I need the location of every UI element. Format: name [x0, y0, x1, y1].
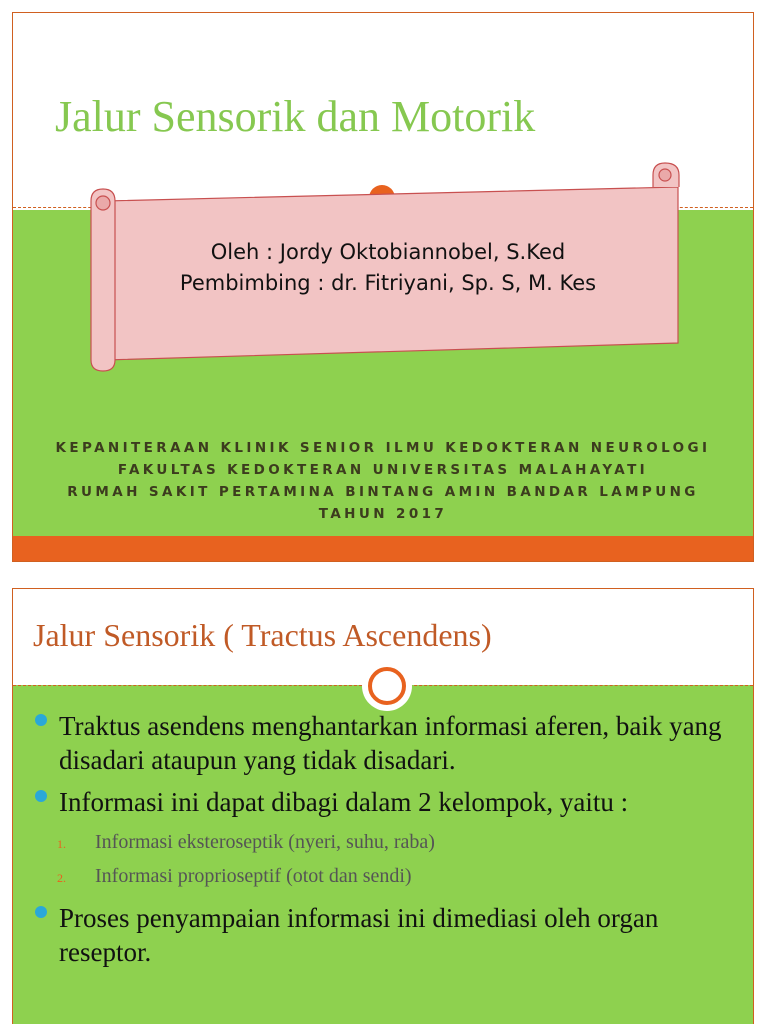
title-slide: [12, 12, 754, 562]
bullet-text: Traktus asendens menghantarkan informasi aferen, baik yang disadari ataupun yang tidak disadari.: [59, 711, 722, 775]
institution-line: KEPANITERAAN KLINIK SENIOR ILMU KEDOKTERAN NEUROLOGI: [55, 440, 711, 456]
bullet-dot-icon: [35, 906, 47, 918]
bullet-text: Informasi ini dapat dibagi dalam 2 kelompok, yaitu :: [59, 787, 629, 817]
institution-line: TAHUN 2017: [318, 506, 448, 522]
sub-bullet-item: [33, 861, 743, 891]
bullet-list: [33, 709, 743, 977]
bullet-item: [33, 709, 743, 777]
scroll-left-roll: [91, 189, 115, 371]
author-line: Oleh : Jordy Oktobiannobel, S.Ked: [210, 240, 566, 264]
scroll-left-curl: [96, 196, 110, 210]
sub-bullet-number: 2.: [57, 871, 66, 885]
sub-bullet-number: 1.: [57, 837, 66, 851]
ring-icon: [368, 667, 406, 705]
author-block: [123, 237, 653, 299]
bullet-item: [33, 785, 743, 819]
bullet-item: [33, 901, 743, 969]
institution-line: FAKULTAS KEDOKTERAN UNIVERSITAS MALAHAYATI: [117, 462, 649, 478]
bullet-dot-icon: [35, 714, 47, 726]
institution-line: RUMAH SAKIT PERTAMINA BINTANG AMIN BANDAR LAMPUNG: [67, 484, 699, 500]
supervisor-line: Pembimbing : dr. Fitriyani, Sp. S, M. Kes: [179, 271, 597, 295]
slide-title: Jalur Sensorik dan Motorik: [55, 92, 536, 141]
slide-title: Jalur Sensorik ( Tractus Ascendens): [33, 617, 492, 653]
bullet-dot-icon: [35, 790, 47, 802]
content-slide: [12, 588, 754, 1024]
sub-bullet-text: Informasi proprioseptif (otot dan sendi): [95, 865, 412, 887]
sub-bullet-text: Informasi eksteroseptik (nyeri, suhu, raba): [95, 831, 435, 853]
institution-block: [13, 437, 753, 525]
scroll-right-curl: [659, 169, 671, 181]
sub-bullet-item: [33, 827, 743, 857]
bullet-text: Proses penyampaian informasi ini dimediasi oleh organ reseptor.: [59, 903, 659, 967]
